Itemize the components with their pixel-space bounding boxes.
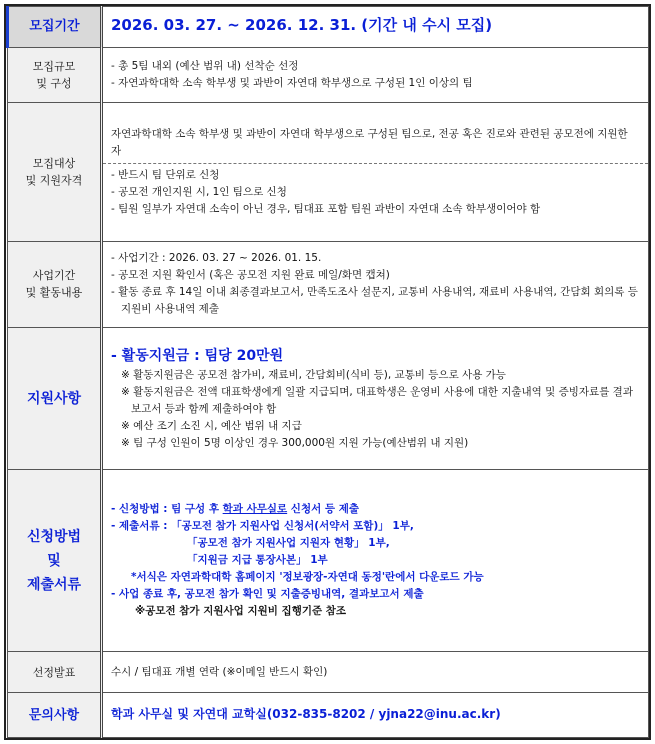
project-content: [102, 241, 649, 327]
eligibility-item: - 반드시 팀 단위로 신청: [111, 168, 220, 181]
inquiry-value: 학과 사무실 및 자연대 교학실(032-835-8202 / yjna22@inu.ac.kr): [111, 707, 501, 721]
application-label: 신청방법 및 제출서류: [8, 470, 102, 652]
support-note: ※ 활동지원금은 공모전 참가비, 재료비, 간담회비(식비 등), 교통비 등으로 사용 가능: [121, 369, 506, 381]
selection-value: 수시 / 팀대표 개별 연락 (※이메일 반드시 확인): [102, 652, 649, 693]
row-support: [8, 327, 649, 470]
support-note: ※ 예산 조기 소진 시, 예산 범위 내 지급: [121, 420, 302, 432]
scale-content: [102, 47, 649, 102]
project-label: 사업기간 및 활동내용: [8, 241, 102, 327]
scale-item: - 자연과학대학 소속 학부생 및 과반이 자연대 학부생으로 구성된 1인 이상의 팀: [111, 76, 473, 89]
application-docs-3: 「지원금 지급 통장사본」 1부: [187, 554, 328, 567]
period-label: 모집기간: [8, 7, 102, 48]
scale-label: 모집규모 및 구성: [8, 47, 102, 102]
application-reference: ※공모전 참가 지원사업 지원비 집행기준 참조: [135, 605, 347, 618]
application-after: - 사업 종료 후, 공모전 참가 확인 및 지출증빙내역, 결과보고서 제출: [111, 588, 424, 601]
eligibility-label: 모집대상 및 지원자격: [8, 102, 102, 241]
project-item: - 사업기간 : 2026. 03. 27 ~ 2026. 01. 15.: [111, 252, 322, 265]
eligibility-item: - 공모전 개인지원 시, 1인 팀으로 신청: [111, 185, 287, 198]
scale-item: - 총 5팀 내외 (예산 범위 내) 선착순 선정: [111, 59, 299, 72]
inquiry-cell: [102, 693, 649, 738]
eligibility-intro: 자연과학대학 소속 학부생 및 과반이 자연대 학부생으로 구성된 팀으로, 전공 혹은 진로와 관련된 공모전에 지원한 자: [111, 127, 628, 157]
project-item: - 공모전 지원 확인서 (혹은 공모전 지원 완료 메일/화면 캡쳐): [111, 269, 390, 282]
period-value: 2026. 03. 27. ~ 2026. 12. 31. (기간 내 수시 모집): [111, 16, 493, 35]
support-label: 지원사항: [8, 327, 102, 470]
selection-label: 선정발표: [8, 652, 102, 693]
row-project: [8, 241, 649, 327]
eligibility-item: - 팀원 일부가 자연대 소속이 아닌 경우, 팀대표 포함 팀원 과반이 자연대 소속 학부생이어야 함: [111, 202, 541, 215]
period-value-cell: [102, 7, 649, 48]
application-form-note: *서식은 자연과학대학 홈페이지 '정보광장-자연대 동정'란에서 다운로드 가능: [131, 571, 484, 584]
project-item: - 활동 종료 후 14일 이내 최종결과보고서, 만족도조사 설문지, 교통비 사용내역, 재료비 사용내역, 간담회 회의록 등 지원비 사용내역 제출: [111, 286, 638, 316]
application-docs-1: - 제출서류 : 「공모전 참가 지원사업 신청서(서약서 포함)」 1부,: [111, 520, 414, 533]
support-content: [102, 327, 649, 470]
row-eligibility: [8, 102, 649, 241]
application-docs-2: 「공모전 참가 지원사업 지원자 현황」 1부,: [187, 537, 390, 550]
row-period: [8, 7, 649, 48]
support-note: ※ 활동지원금은 전액 대표학생에게 일괄 지급되며, 대표학생은 운영비 사용에 대한 지출내역 및 증빙자료를 결과보고서 등과 함께 제출하여야 함: [121, 386, 633, 415]
announcement-table: [4, 4, 651, 740]
support-title: - 활동지원금 : 팀당 20만원: [111, 348, 284, 364]
support-note: ※ 팀 구성 인원이 5명 이상인 경우 300,000원 지원 가능(예산범위 내 지원): [121, 437, 469, 449]
application-method: - 신청방법 : 팀 구성 후 학과 사무실로 신청서 등 제출: [111, 503, 359, 516]
inquiry-label: 문의사항: [8, 693, 102, 738]
row-scale: [8, 47, 649, 102]
row-application: [8, 470, 649, 652]
row-inquiry: [8, 693, 649, 738]
eligibility-content: [102, 102, 649, 241]
row-selection: [8, 652, 649, 693]
application-content: [102, 470, 649, 652]
eligibility-divider: [103, 163, 648, 164]
